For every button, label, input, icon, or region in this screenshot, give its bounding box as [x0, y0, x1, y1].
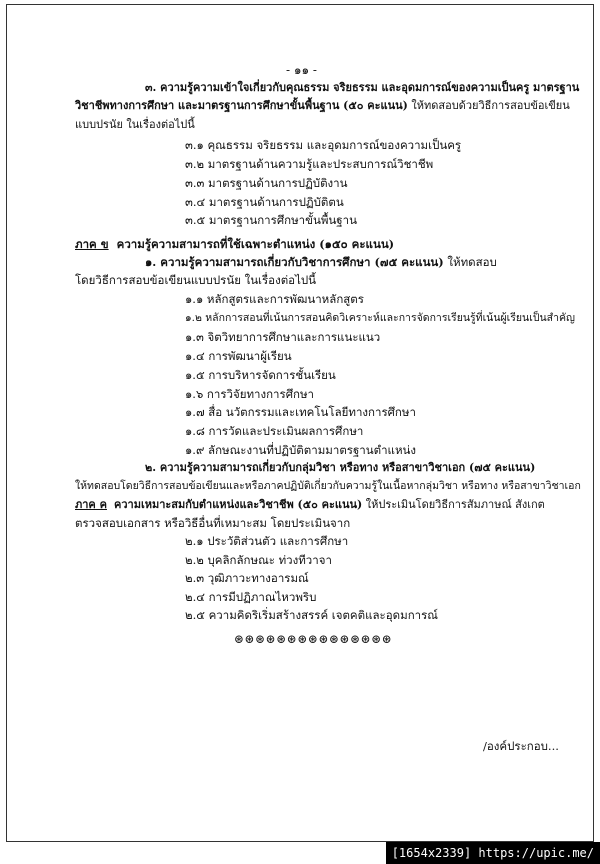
section3-item: ๓.๒ มาตรฐานด้านความรู้และประสบการณ์วิชาชีพ [185, 157, 434, 171]
partB-sub1-suffix: ให้ทดสอบ [447, 255, 497, 269]
partC-line2: ตรวจสอบเอกสาร หรือวิธีอื่นที่เหมาะสม โดยประเมินจาก [75, 516, 351, 530]
partB-item: ๑.๖ การวิจัยทางการศึกษา [185, 387, 314, 401]
partB-sub1-heading [145, 255, 497, 269]
partC-heading [75, 498, 545, 512]
section3-heading-line2-bold: วิชาชีพทางการศึกษา และมาตรฐานการศึกษาขั้นพื้นฐาน (๕๐ คะแนน) [75, 99, 408, 112]
section3-heading-line3: แบบปรนัย ในเรื่องต่อไปนี้ [75, 118, 195, 131]
ornament-divider: ⊛⊛⊛⊛⊛⊛⊛⊛⊛⊛⊛⊛⊛⊛⊛ [234, 632, 393, 646]
partC-item: ๒.๑ ประวัติส่วนตัว และการศึกษา [185, 534, 349, 548]
partB-label: ภาค ข [75, 237, 109, 251]
partB-sub2-heading: ๒. ความรู้ความสามารถเกี่ยวกับกลุ่มวิชา หรือทาง หรือสาขาวิชาเอก (๗๕ คะแนน) [145, 461, 536, 474]
partC-title-suffix: ให้ประเมินโดยวิธีการสัมภาษณ์ สังเกต [365, 498, 545, 511]
partC-item: ๒.๔ การมีปฏิภาณไหวพริบ [185, 590, 317, 604]
partB-sub1-line2: โดยวิธีการสอบข้อเขียนแบบปรนัย ในเรื่องต่อไปนี้ [75, 273, 317, 287]
partB-item: ๑.๕ การบริหารจัดการชั้นเรียน [185, 368, 336, 382]
partB-item: ๑.๘ การวัดและประเมินผลการศึกษา [185, 424, 364, 438]
section3-heading-line2 [75, 99, 570, 113]
partC-item: ๒.๒ บุคลิกลักษณะ ท่วงทีวาจา [185, 553, 332, 567]
partC-title: ความเหมาะสมกับตำแหน่งและวิชาชีพ (๕๐ คะแนน) [113, 498, 363, 511]
partB-item: ๑.๒ หลักการสอนที่เน้นการสอนคิดวิเคราะห์และการจัดการเรียนรู้ที่เน้นผู้เรียนเป็นสำคัญ [185, 312, 575, 324]
partB-heading [75, 237, 394, 251]
upload-watermark-bar: [1654x2339] https://upic.me/ [386, 842, 600, 864]
section3-item: ๓.๑ คุณธรรม จริยธรรม และอุดมการณ์ของความเป็นครู [185, 138, 462, 152]
partB-item: ๑.๓ จิตวิทยาการศึกษาและการแนะแนว [185, 330, 381, 344]
partC-item: ๒.๓ วุฒิภาวะทางอารมณ์ [185, 571, 309, 585]
partC-item: ๒.๕ ความคิดริเริ่มสร้างสรรค์ เจตคติและอุดมการณ์ [185, 608, 438, 622]
section3-item: ๓.๓ มาตรฐานด้านการปฏิบัติงาน [185, 176, 348, 190]
partB-sub2-line2: ให้ทดสอบโดยวิธีการสอบข้อเขียนและหรือภาคปฏิบัติเกี่ยวกับความรู้ในเนื้อหากลุ่มวิชา หรือทาง หรือสาขาวิชาเอก [75, 480, 581, 492]
partB-title: ความรู้ความสามารถที่ใช้เฉพาะตำแหน่ง (๑๕๐ คะแนน) [116, 237, 395, 251]
section3-heading-line1: ๓. ความรู้ความเข้าใจเกี่ยวกับคุณธรรม จริยธรรม และอุดมการณ์ของความเป็นครู มาตรฐาน [145, 81, 580, 94]
partB-item: ๑.๔ การพัฒนาผู้เรียน [185, 349, 292, 363]
partB-item: ๑.๑ หลักสูตรและการพัฒนาหลักสูตร [185, 292, 364, 306]
continuation-note: /องค์ประกอบ... [483, 739, 559, 753]
section3-heading-line2-rest: ให้ทดสอบด้วยวิธีการสอบข้อเขียน [411, 99, 570, 112]
partB-item: ๑.๙ ลักษณะงานที่ปฏิบัติตามมาตรฐานตำแหน่ง [185, 443, 417, 457]
section3-item: ๓.๔ มาตรฐานด้านการปฏิบัติตน [185, 195, 344, 209]
section3-item: ๓.๕ มาตรฐานการศึกษาขั้นพื้นฐาน [185, 213, 357, 227]
page-number: - ๑๑ - [286, 63, 317, 77]
partB-item: ๑.๗ สื่อ นวัตกรรมและเทคโนโลยีทางการศึกษา [185, 405, 416, 419]
partB-sub1-title: ๑. ความรู้ความสามารถเกี่ยวกับวิชาการศึกษา (๗๕ คะแนน) [145, 255, 444, 269]
partC-label: ภาค ค [75, 498, 107, 511]
